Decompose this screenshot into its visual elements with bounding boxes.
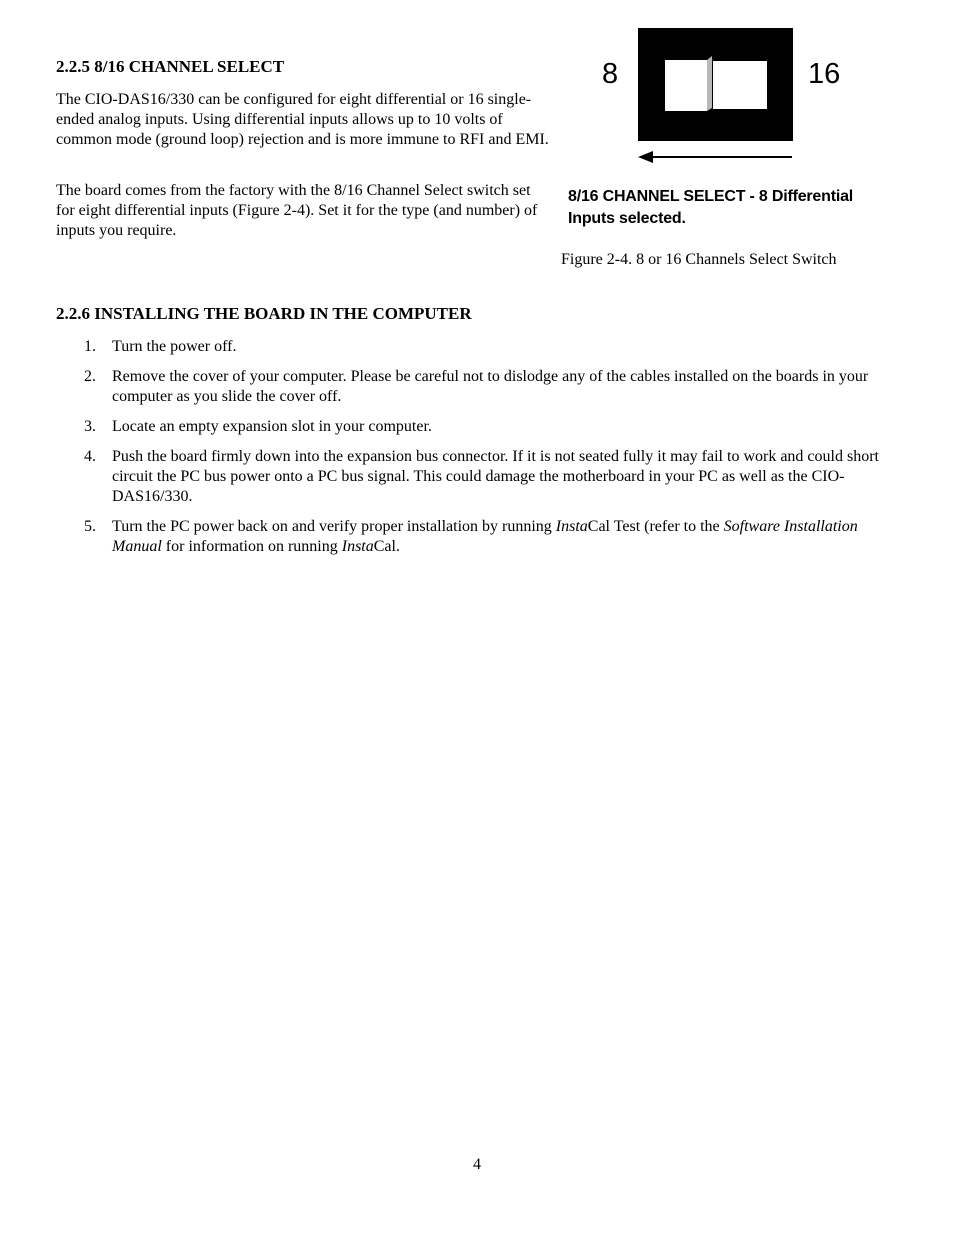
page-number: 4 <box>473 1156 481 1173</box>
installation-steps-list <box>56 337 906 567</box>
figure-caption: Figure 2-4. 8 or 16 Channels Select Switch <box>561 251 837 268</box>
channel-select-paragraph-1: The CIO-DAS16/330 can be configured for eight differential or 16 single-ended analog inputs. Using differential inputs allows up to 10 volts of common mode (ground loop) rejection and is more immune to RFI and EMI. <box>56 91 549 148</box>
list-item: 3. Locate an empty expansion slot in your computer. <box>84 418 432 435</box>
channel-select-paragraph-2: The board comes from the factory with the 8/16 Channel Select switch set for eight differential inputs (Figure 2-4). Set it for the type (and number) of inputs you require. <box>56 182 538 239</box>
switch-label-8: 8 <box>602 58 619 90</box>
switch-label-16: 16 <box>808 58 841 90</box>
switch-slider-edge <box>707 56 712 111</box>
switch-setting-caption: 8/16 CHANNEL SELECT - 8 Differential Inputs selected. <box>568 188 854 227</box>
switch-slot-left <box>665 60 707 111</box>
section-heading-channel-select: 2.2.5 8/16 CHANNEL SELECT <box>56 57 285 76</box>
switch-diagram <box>560 20 920 170</box>
list-item: 2. Remove the cover of your computer. Please be careful not to dislodge any of the cables installed on the boards in your computer as you slide the cover off. <box>84 368 869 405</box>
list-item: 1. Turn the power off. <box>84 338 237 355</box>
list-item: 5. Turn the PC power back on and verify proper installation by running InstaCal Test (refer to the Software Installation Manual for information on running InstaCal. <box>84 518 858 555</box>
channel-select-switch-figure <box>560 20 920 280</box>
list-item: 4. Push the board firmly down into the expansion bus connector. If it is not seated fully it may fail to work and could short circuit the PC bus power onto a PC bus signal. This could damage the motherboard in your PC as well as the CIO-DAS16/330. <box>84 448 879 505</box>
switch-slot-right <box>713 61 767 109</box>
direction-arrow-head <box>638 151 653 163</box>
section-heading-installing-board: 2.2.6 INSTALLING THE BOARD IN THE COMPUTER <box>56 304 472 323</box>
